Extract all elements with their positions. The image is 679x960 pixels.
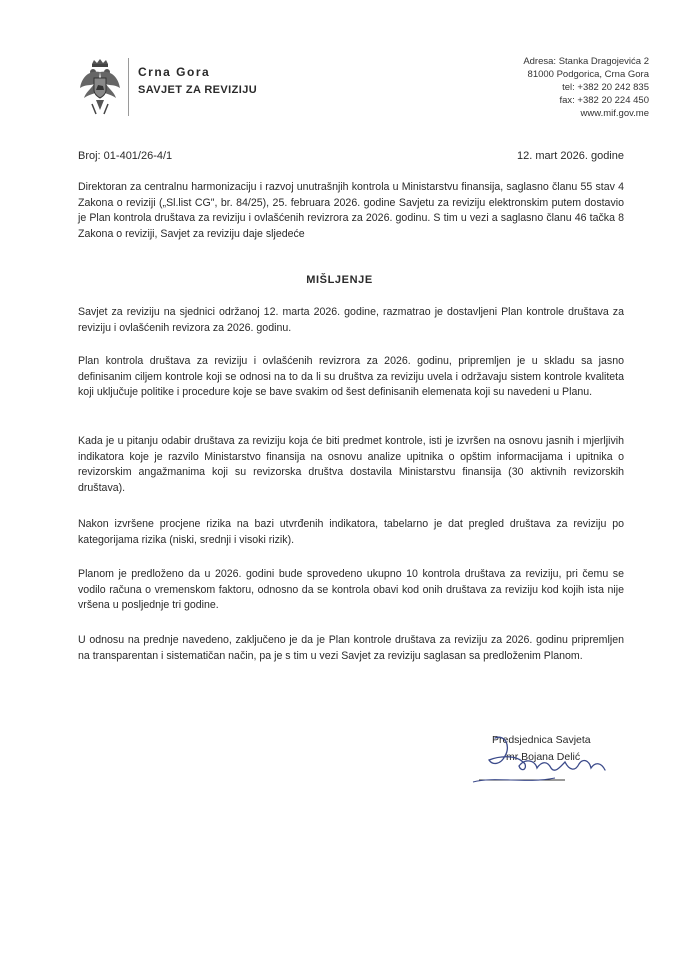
document-date: 12. mart 2026. godine: [516, 150, 624, 162]
header-divider: [128, 58, 129, 116]
paragraph-1: Savjet za reviziju na sjednici održanoj 12. marta 2026. godine, razmatrao je dostavljeni Plan kontrole društava za reviziju i ovlašćenih revizora za 2026. godinu.: [78, 306, 624, 334]
contact-block: [523, 55, 649, 120]
reference-number: Broj: 01-401/26-4/1: [78, 150, 173, 162]
contact-city: 81000 Podgorica, Crna Gora: [527, 69, 649, 80]
handwritten-signature-icon: [465, 726, 635, 786]
contact-fax: fax: +382 20 224 450: [559, 95, 649, 106]
opinion-heading: MIŠLJENJE: [306, 274, 373, 286]
contact-address: Adresa: Stanka Dragojevića 2: [523, 56, 649, 67]
paragraph-3: Kada je u pitanju odabir društava za reviziju koja će biti predmet kontrole, isti je izvršen na osnovu jasnih i mjerljivih indikatora koje je razvilo Ministarstvo finansija na osnovu analize upitnika o opštim informacijama i upitnika o revizorskim angažmanima koji su revizorska društva dostavila Ministarstvu finansija (30 aktivnih revizorskih društava).: [78, 435, 624, 494]
paragraph-6: U odnosu na prednje navedeno, zaključeno je da je Plan kontrole društava za reviziju za 2026. godinu pripremljen na transparentan i sistematičan način, pa je s tim u vezi Savjet za reviziju saglasan sa predloženim Planom.: [78, 634, 624, 662]
contact-web: www.mif.gov.me: [580, 108, 649, 119]
paragraph-2: Plan kontrola društava za reviziju i ovlašćenih revizrora za 2026. godinu, pripremljen je u skladu sa jasno definisanim ciljem kontrole koji se odnosi na to da li su društva za reviziju uvela i održavaju sistem kontrole kvaliteta koji uključuje politike i procedure koje se bave svakim od šest definisanih elemenata koji su navedeni u Planu.: [78, 355, 624, 398]
country-name: Crna Gora: [138, 65, 211, 79]
coat-of-arms-icon: [78, 58, 122, 116]
signatory-title: Predsjednica Savjeta: [492, 734, 591, 746]
intro-paragraph: Direktoran za centralnu harmonizaciju i razvoj unutrašnjih kontrola u Ministarstvu finansija, saglasno članu 55 stav 4 Zakona o reviziji („Sl.list CG", br. 84/25), 25. februara 2026. godine Savjetu za reviziju elektronskim putem dostavio je Plan kontrola društava za reviziju i ovlašćenih revizrora za 2026. godinu. S tim u vezi a saglasno članu 46 tačka 8 Zakona o reviziji, Savjet za reviziju daje sljedeće: [78, 181, 624, 240]
signatory-name: mr Bojana Delić: [506, 751, 581, 763]
contact-tel: tel: +382 20 242 835: [562, 82, 649, 93]
institution-name: SAVJET ZA REVIZIJU: [138, 84, 258, 96]
paragraph-5: Planom je predloženo da u 2026. godini bude sprovedeno ukupno 10 kontrola društava za reviziju, pri čemu se vodilo računa o vremenskom faktoru, odnosno da se kontrola obavi kod onih društava za reviziju kod kojih ista nije vršena u posljednje tri godine.: [78, 568, 624, 611]
paragraph-4: Nakon izvršene procjene rizika na bazi utvrđenih indikatora, tabelarno je dat pregled društava za reviziju po kategorijama rizika (niski, srednji i visoki rizik).: [78, 518, 624, 546]
